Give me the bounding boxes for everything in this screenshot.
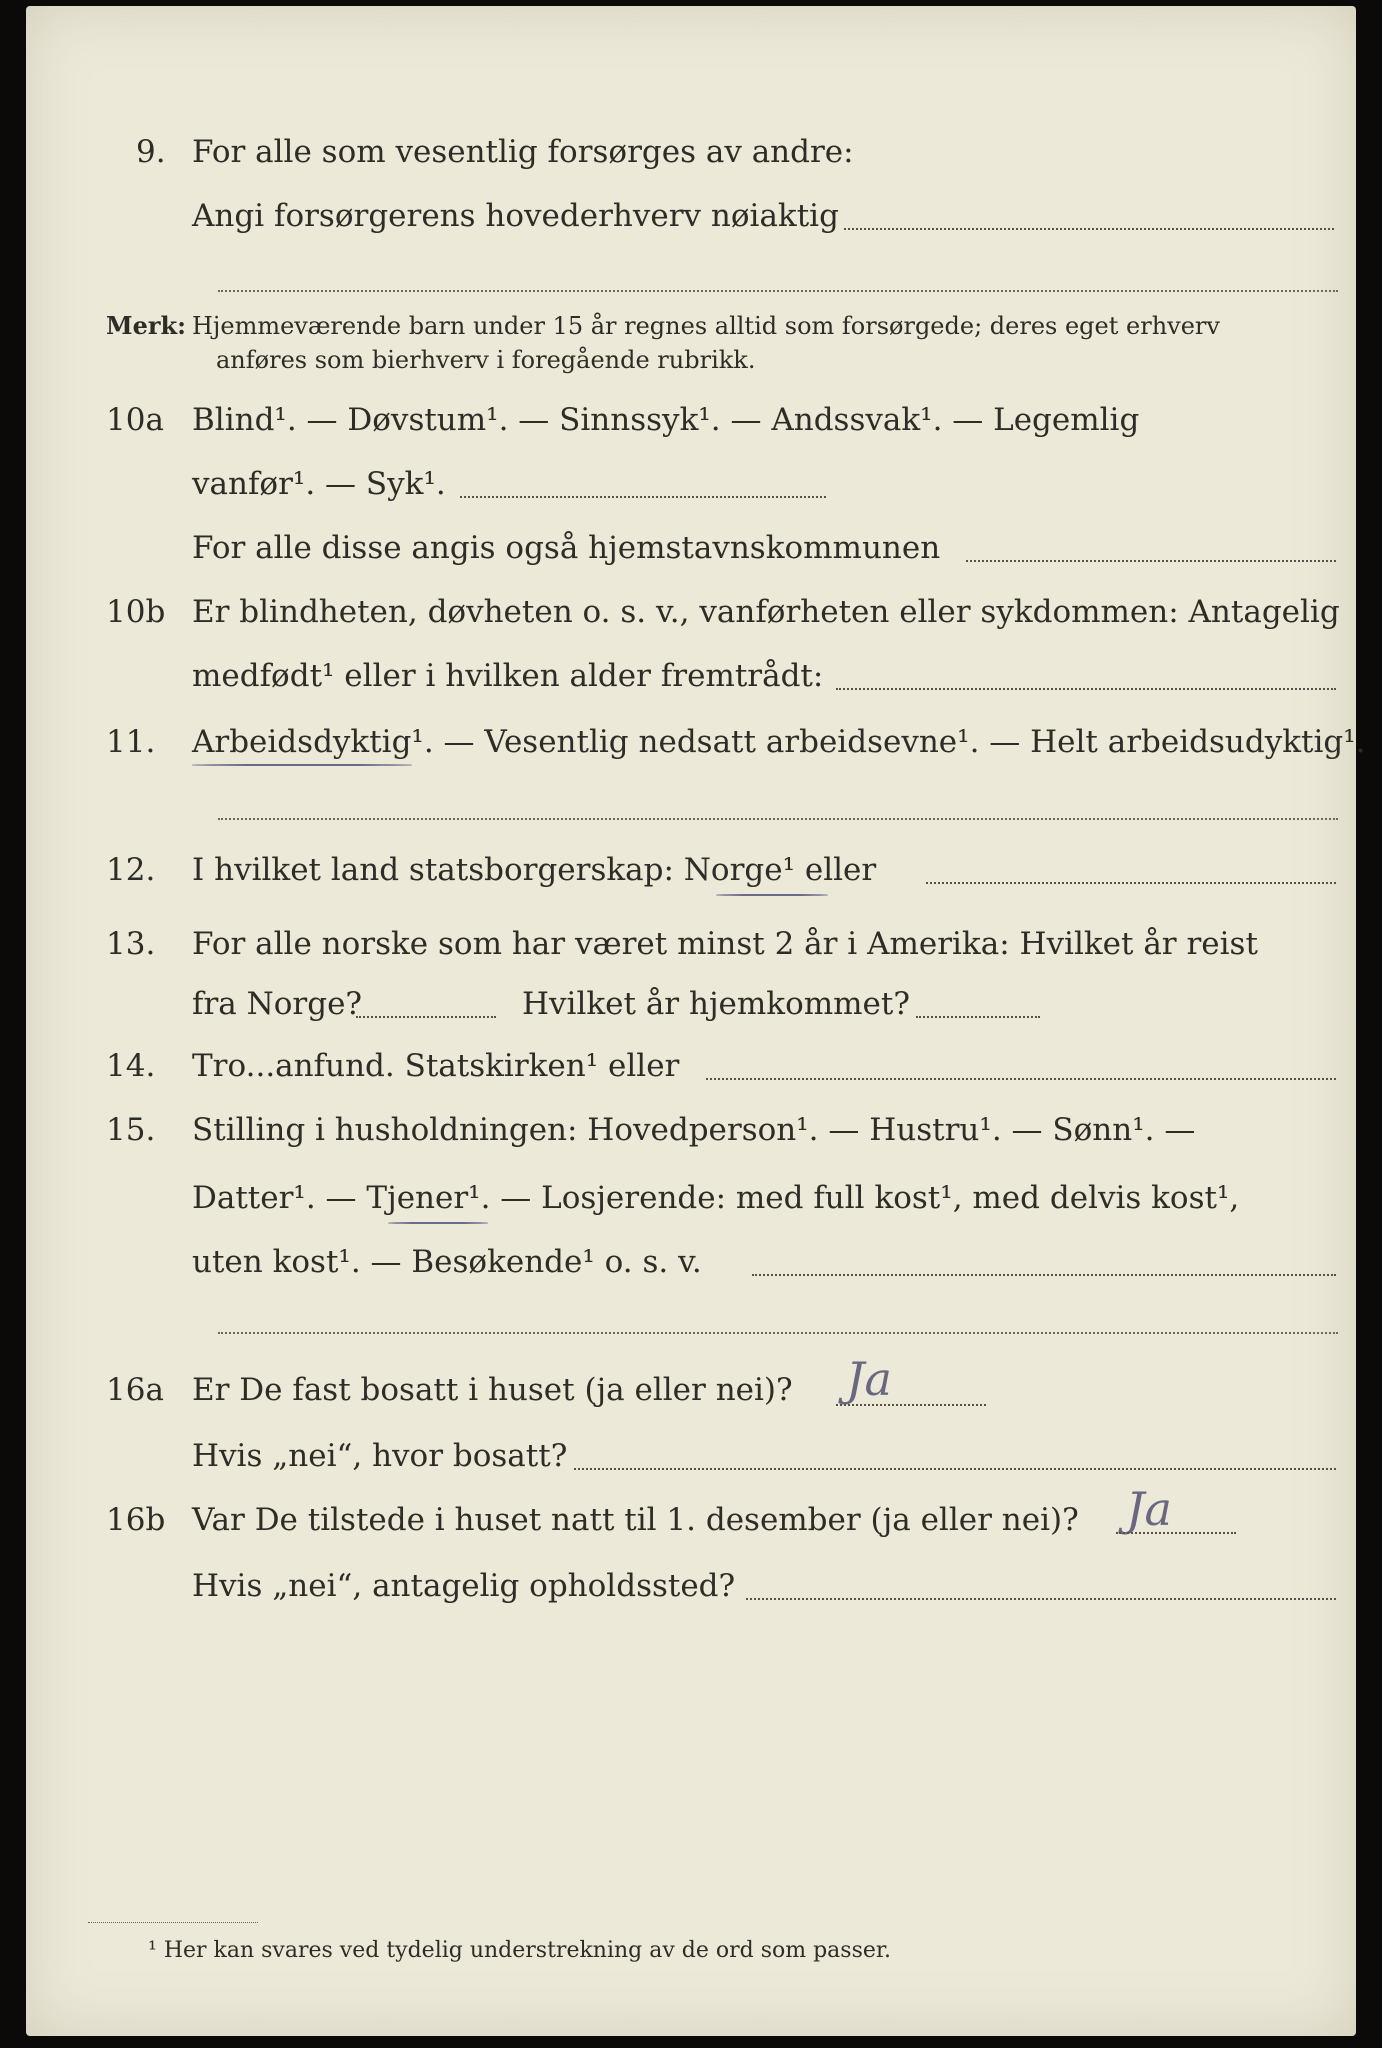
- q16b-line1: Var De tilstede i huset natt til 1. desember (ja eller nei)?: [192, 1502, 1079, 1538]
- q9-answer-line[interactable]: [844, 228, 1334, 230]
- q14-answer-line[interactable]: [706, 1078, 1336, 1080]
- q10a-hjemstavn-answer-line[interactable]: [966, 560, 1336, 562]
- census-form-sheet: [26, 6, 1366, 2036]
- separator: [218, 1332, 1338, 1334]
- merk-line2: anføres som bierhverv i foregående rubrikk.: [216, 346, 756, 374]
- q13-hjemkommet-answer-line[interactable]: [916, 1016, 1040, 1018]
- q12-number: 12.: [106, 852, 156, 888]
- q10a-line3: For alle disse angis også hjemstavnskommunen: [192, 530, 941, 566]
- q13-line2b: Hvilket år hjemkommet?: [522, 986, 910, 1022]
- q13-line2a: fra Norge?: [192, 986, 363, 1022]
- separator: [218, 290, 1338, 292]
- q10a-syk-answer-line[interactable]: [460, 496, 826, 498]
- q14-line1: Tro...anfund. Statskirken¹ eller: [192, 1048, 680, 1084]
- q15-answer-line[interactable]: [752, 1274, 1336, 1276]
- q15-line3: uten kost¹. — Besøkende¹ o. s. v.: [192, 1244, 702, 1280]
- q16a-handwritten-answer: Ja: [846, 1352, 892, 1406]
- q9-number: 9.: [136, 134, 166, 170]
- q16b-answer-line[interactable]: [1116, 1532, 1236, 1534]
- q16a-line1: Er De fast bosatt i huset (ja eller nei)?: [192, 1372, 793, 1408]
- merk-line1: Hjemmeværende barn under 15 år regnes alltid som forsørgede; deres eget erhverv: [192, 312, 1220, 340]
- separator: [218, 818, 1338, 820]
- q10a-line2: vanfør¹. — Syk¹.: [192, 466, 446, 502]
- q12-answer-line[interactable]: [926, 882, 1336, 884]
- q10b-line1: Er blindheten, døvheten o. s. v., vanførheten eller sykdommen: Antagelig: [192, 594, 1340, 630]
- q16a-answer-line[interactable]: [836, 1404, 986, 1406]
- q10a-line1: Blind¹. — Døvstum¹. — Sinnssyk¹. — Andssvak¹. — Legemlig: [192, 402, 1140, 438]
- q13-number: 13.: [106, 926, 156, 962]
- q16b-handwritten-answer: Ja: [1126, 1482, 1172, 1536]
- q15-number: 15.: [106, 1112, 156, 1148]
- q10b-answer-line[interactable]: [836, 688, 1336, 690]
- q11-number: 11.: [106, 724, 156, 760]
- arbeidsdyktig-underline-mark: [192, 764, 412, 766]
- q13-reist-answer-line[interactable]: [356, 1016, 496, 1018]
- q13-line1: For alle norske som har været minst 2 år i Amerika: Hvilket år reist: [192, 926, 1258, 962]
- norge-underline-mark: [716, 894, 828, 896]
- q16a-bosatt-answer-line[interactable]: [574, 1468, 1336, 1470]
- q11-line1: Arbeidsdyktig¹. — Vesentlig nedsatt arbeidsevne¹. — Helt arbeidsudyktig¹.: [192, 724, 1366, 760]
- q16b-number: 16b: [106, 1502, 166, 1538]
- q9-line1: For alle som vesentlig forsørges av andre:: [192, 134, 854, 170]
- q16b-line2: Hvis „nei“, antagelig opholdssted?: [192, 1568, 736, 1604]
- q15-line2: Datter¹. — Tjener¹. — Losjerende: med full kost¹, med delvis kost¹,: [192, 1180, 1240, 1216]
- q16a-line2: Hvis „nei“, hvor bosatt?: [192, 1438, 568, 1474]
- q10b-line2: medfødt¹ eller i hvilken alder fremtrådt:: [192, 658, 824, 694]
- q10b-number: 10b: [106, 594, 166, 630]
- merk-label: Merk:: [106, 311, 186, 340]
- q16b-opholdssted-answer-line[interactable]: [746, 1598, 1336, 1600]
- q15-line1: Stilling i husholdningen: Hovedperson¹. — Hustru¹. — Sønn¹. —: [192, 1112, 1196, 1148]
- q10a-number: 10a: [106, 402, 164, 438]
- tjener-underline-mark: [388, 1222, 488, 1224]
- q9-line2: Angi forsørgerens hovederhverv nøiaktig: [192, 198, 839, 234]
- q14-number: 14.: [106, 1048, 156, 1084]
- footnote: ¹ Her kan svares ved tydelig understrekning av de ord som passer.: [148, 1938, 891, 1963]
- footnote-rule: [88, 1922, 258, 1923]
- q12-line1: I hvilket land statsborgerskap: Norge¹ eller: [192, 852, 877, 888]
- q16a-number: 16a: [106, 1372, 164, 1408]
